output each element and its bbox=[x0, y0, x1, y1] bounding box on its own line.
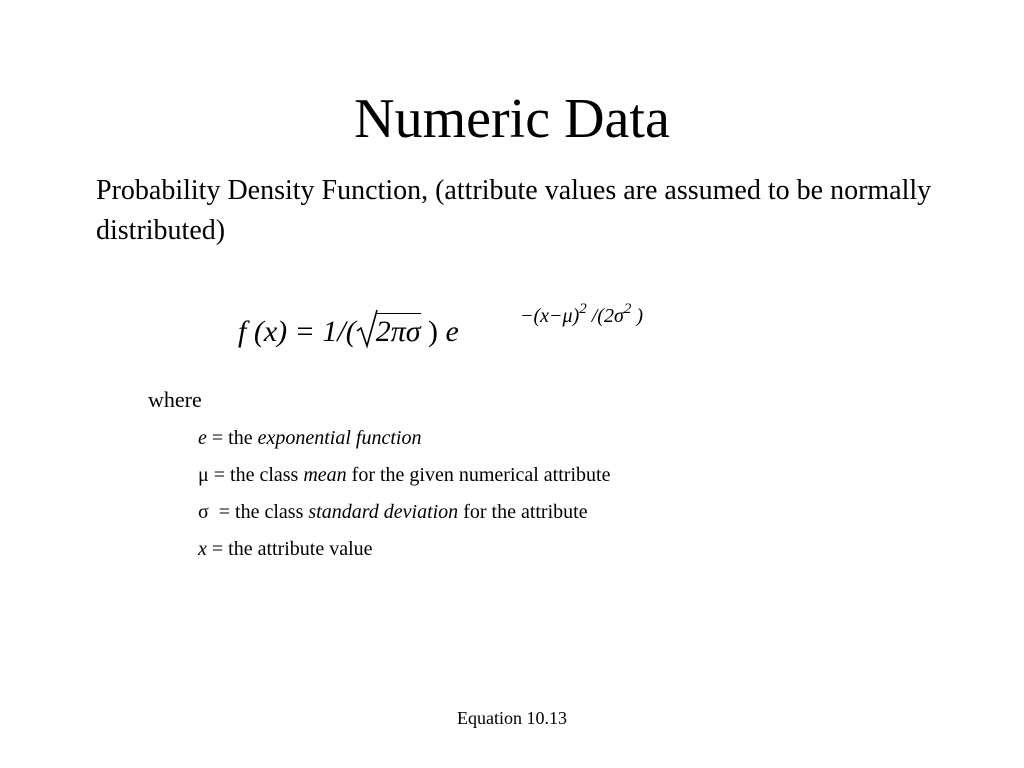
definition-symbol: σ bbox=[198, 501, 209, 523]
definition-text: = the class bbox=[208, 464, 304, 486]
formula-after-root: ) bbox=[420, 315, 446, 348]
definition-tail: for the given numerical attribute bbox=[346, 464, 611, 486]
exponent-power: 2 bbox=[579, 301, 587, 317]
definition-item bbox=[198, 424, 610, 461]
exponent-div: /(2σ bbox=[586, 305, 624, 327]
radicand: 2πσ bbox=[375, 315, 421, 348]
definition-item bbox=[198, 535, 610, 572]
formula-lhs: f (x) = 1/( bbox=[238, 315, 356, 348]
definition-text: = the bbox=[206, 427, 258, 449]
formula-exponent bbox=[520, 294, 643, 331]
formula-base bbox=[238, 312, 459, 352]
definition-symbol: e bbox=[198, 427, 207, 449]
definition-item bbox=[198, 498, 610, 535]
equation-reference: Equation 10.13 bbox=[457, 708, 567, 728]
exponent-power2: 2 bbox=[623, 301, 632, 317]
radical-sign-icon bbox=[356, 306, 378, 350]
definition-symbol: x bbox=[198, 538, 207, 560]
slide-title: Numeric Data bbox=[354, 88, 670, 150]
formula-e: e bbox=[445, 315, 459, 348]
square-root bbox=[356, 312, 421, 352]
definition-tail: for the attribute bbox=[458, 501, 588, 523]
definition-symbol: μ bbox=[198, 464, 209, 486]
exponent-close: ) bbox=[631, 305, 643, 327]
exponent-main: −(x−μ) bbox=[520, 305, 580, 327]
where-label: where bbox=[148, 387, 202, 412]
definition-text: = the class bbox=[208, 501, 309, 523]
definition-text: = the attribute value bbox=[206, 538, 373, 560]
definition-term: exponential function bbox=[257, 427, 422, 449]
definition-list bbox=[198, 424, 610, 572]
definition-term: standard deviation bbox=[308, 501, 459, 523]
definition-term: mean bbox=[303, 464, 347, 486]
intro-text: Probability Density Function, (attribute values are assumed to be normally distributed) bbox=[96, 175, 932, 246]
definition-item bbox=[198, 461, 610, 498]
